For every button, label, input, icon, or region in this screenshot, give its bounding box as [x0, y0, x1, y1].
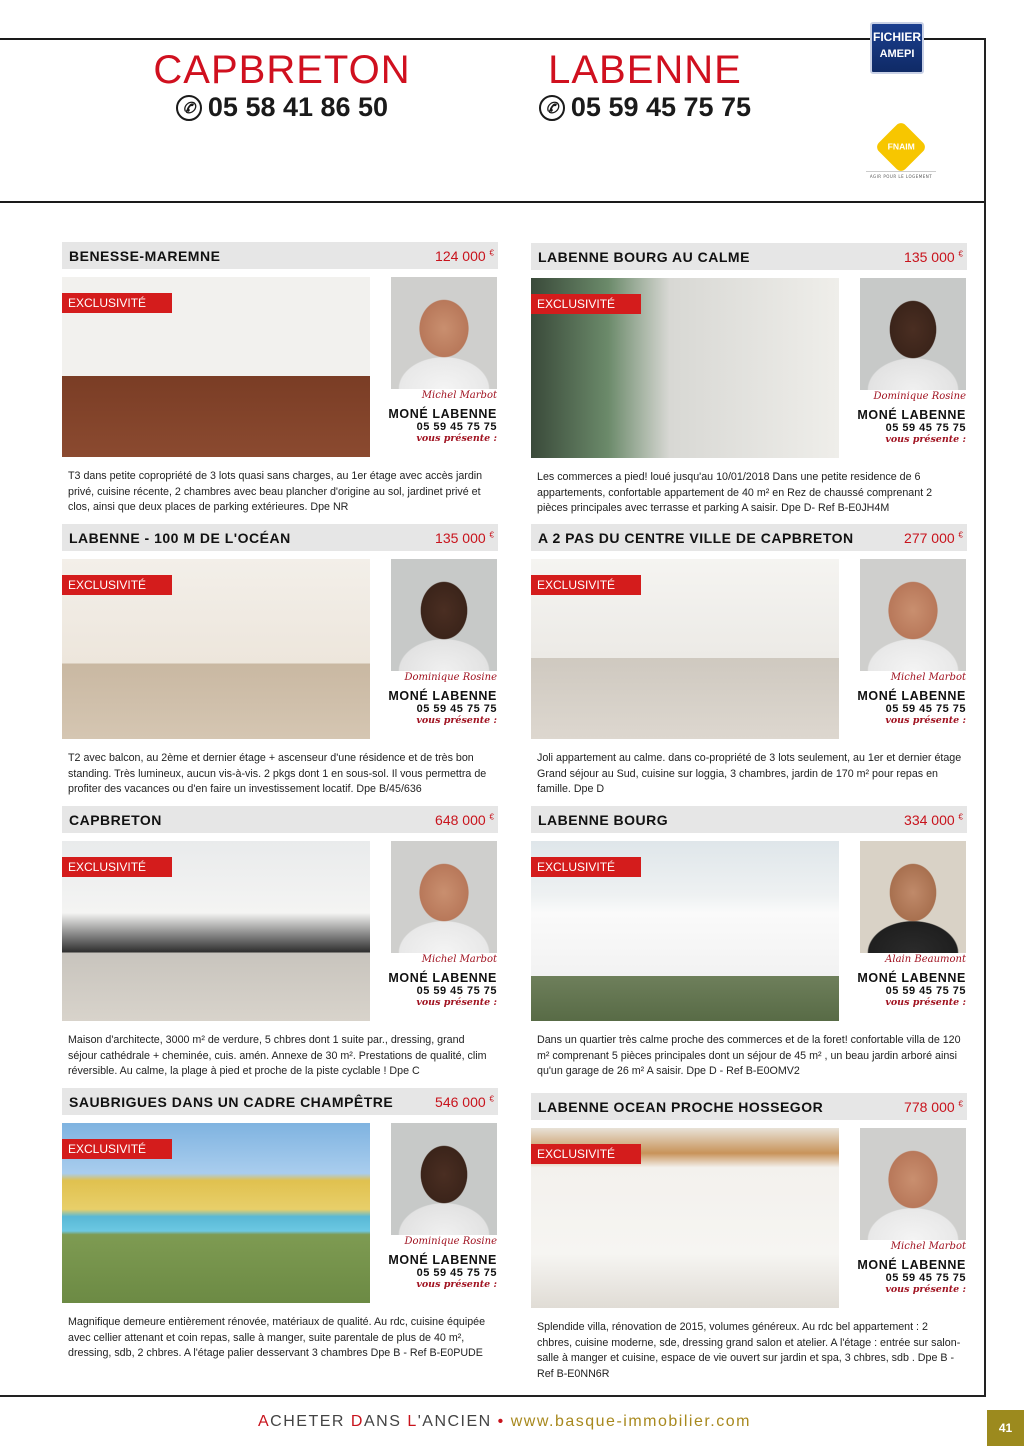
presents-label: vous présente : [416, 715, 497, 726]
listing-title[interactable]: LABENNE BOURG AU CALME [538, 249, 750, 265]
listing-price [435, 248, 494, 264]
fnaim-logo [866, 123, 936, 185]
currency-symbol: € [489, 812, 494, 822]
listing-price [435, 530, 494, 546]
currency-symbol: € [489, 248, 494, 258]
agency-phone-number[interactable]: 05 59 45 75 75 [885, 703, 966, 715]
footer-website-link[interactable]: www.basque-immobilier.com [510, 1413, 751, 1430]
agent-block [839, 672, 967, 726]
price-value: 277 000 [904, 530, 955, 546]
listing-title[interactable]: CAPBRETON [69, 812, 162, 828]
listing-description: Splendide villa, rénovation de 2015, volumes généreux. Au rdc bel appartement : 2 chbres, cuisine moderne, sde, dressing grand salon et atelier. A l'étage : entrée sur salon-salle à manger et cuisine, espace de vie ouvert sur jardin et spa, 3 chbres, sdb . Dpe B - Ref B-E0NN6R [537, 1321, 961, 1380]
currency-symbol: € [489, 1094, 494, 1104]
agency-city: LABENNE [548, 48, 742, 92]
agency-phone-number[interactable]: 05 58 41 86 50 [207, 92, 389, 122]
listing-title-bar [62, 524, 498, 551]
listing-price [904, 1099, 963, 1115]
footer-tagline [258, 1413, 751, 1431]
listing-title-bar [531, 524, 967, 551]
listing-title[interactable]: BENESSE-MAREMNE [69, 248, 221, 264]
logo-text: FNAIM [887, 142, 915, 152]
agency-phone [495, 92, 795, 123]
listing-card[interactable] [531, 243, 967, 528]
exclusive-badge: EXCLUSIVITÉ [531, 857, 641, 877]
agent-name: Dominique Rosine [873, 391, 966, 402]
agent-name: Michel Marbot [890, 672, 966, 683]
agent-portrait [860, 559, 966, 671]
presents-label: vous présente : [885, 997, 966, 1008]
logo-tagline: AGIR POUR LE LOGEMENT [866, 171, 936, 179]
listing-description: Dans un quartier très calme proche des commerces et de la foret! confortable villa de 120 m² comprenant 5 pièces principales dont un séjour de 45 m² , un beau jardin arboré ainsi qu'un garage de 26 m² A saisir. Dpe D - Ref B-E0OMV2 [537, 1034, 961, 1077]
page-number: 41 [987, 1410, 1024, 1446]
agency-name: MONÉ LABENNE [857, 408, 966, 422]
price-value: 778 000 [904, 1099, 955, 1115]
listing-title[interactable]: LABENNE BOURG [538, 812, 669, 828]
currency-symbol: € [958, 1099, 963, 1109]
presents-label: vous présente : [885, 715, 966, 726]
agency-phone-number[interactable]: 05 59 45 75 75 [885, 1272, 966, 1284]
agent-name: Dominique Rosine [404, 672, 497, 683]
fnaim-badge [875, 121, 928, 174]
agent-name: Michel Marbot [890, 1241, 966, 1252]
presents-label: vous présente : [416, 1279, 497, 1290]
agency-phone-number[interactable]: 05 59 45 75 75 [416, 985, 497, 997]
price-value: 546 000 [435, 1094, 486, 1110]
listing-title-bar [531, 1093, 967, 1120]
listing-title[interactable]: A 2 PAS DU CENTRE VILLE DE CAPBRETON [538, 530, 854, 546]
agent-block [370, 672, 498, 726]
listing-title[interactable]: SAUBRIGUES DANS UN CADRE CHAMPÊTRE [69, 1094, 394, 1110]
presents-label: vous présente : [416, 997, 497, 1008]
price-value: 334 000 [904, 812, 955, 828]
listing-price [904, 249, 963, 265]
agency-labenne [495, 48, 795, 123]
agent-block [839, 954, 967, 1008]
currency-symbol: € [958, 249, 963, 259]
exclusive-badge: EXCLUSIVITÉ [531, 294, 641, 314]
listing-description: Les commerces a pied! loué jusqu'au 10/01/2018 Dans une petite residence de 6 appartements, confortable appartement de 40 m² en Rez de chaussé comprenant 2 pièces principales avec terrasse et parking A saisir. Dpe D- Ref B-E0JH4M [537, 471, 933, 514]
exclusive-badge: EXCLUSIVITÉ [62, 857, 172, 877]
agency-capbreton [132, 48, 432, 123]
listing-price [904, 812, 963, 828]
agent-block [839, 391, 967, 445]
agency-name: MONÉ LABENNE [388, 407, 497, 421]
agent-block [839, 1241, 967, 1295]
footer-word: ANS [363, 1413, 408, 1430]
listing-description: Joli appartement au calme. dans co-propriété de 3 lots seulement, au 1er et dernier étage Grand séjour au Sud, cuisine sur loggia, 3 chambres, jardin de 170 m² pour repas en famille. Dpe D [537, 752, 962, 795]
agent-name: Michel Marbot [421, 954, 497, 965]
listing-price [904, 530, 963, 546]
agency-name: MONÉ LABENNE [857, 971, 966, 985]
phone-icon: ✆ [539, 95, 565, 121]
property-photo[interactable] [62, 559, 370, 739]
agency-phone-number[interactable]: 05 59 45 75 75 [885, 422, 966, 434]
agency-phone-number[interactable]: 05 59 45 75 75 [570, 92, 752, 122]
property-photo[interactable] [531, 1128, 839, 1308]
listing-description: T2 avec balcon, au 2ème et dernier étage + ascenseur d'une résidence et de très bon standing. Très lumineux, aucun vis-à-vis. 2 pkgs dont 1 en sous-sol. Il vous permettra de profiter des vacances ou d'en faire un investissement locatif. Dpe B/45/636 [68, 752, 487, 795]
listing-card[interactable] [62, 524, 498, 809]
property-photo[interactable] [531, 278, 839, 458]
listing-card[interactable] [531, 806, 967, 1091]
listing-price [435, 812, 494, 828]
agency-name: MONÉ LABENNE [388, 971, 497, 985]
listing-title-bar [531, 243, 967, 270]
listing-title-bar [531, 806, 967, 833]
listing-description: Maison d'architecte, 3000 m² de verdure, 5 chbres dont 1 suite par., dressing, grand séjour cathédrale + cheminée, cuis. amén. Annexe de 30 m². Prestations de qualité, clim réversible. Au calme, la plage à pied et proche de la piste cyclable ! Dpe C [68, 1034, 487, 1077]
agent-portrait [391, 841, 497, 953]
listing-title[interactable]: LABENNE - 100 M DE L'OCÉAN [69, 530, 291, 546]
listing-card[interactable] [62, 242, 498, 527]
exclusive-badge: EXCLUSIVITÉ [62, 575, 172, 595]
listing-description: T3 dans petite copropriété de 3 lots quasi sans charges, au 1er étage avec accès jardin privé, cuisine récente, 2 chambres avec beau plancher d'origine au sol, jardinet privé et clos, ainsi que deux places de parking extérieures. Dpe NR [68, 470, 483, 513]
listing-card[interactable] [531, 1093, 967, 1378]
agency-name: MONÉ LABENNE [388, 1253, 497, 1267]
agent-name: Dominique Rosine [404, 1236, 497, 1247]
logo-text: FICHIER [873, 30, 921, 44]
phone-icon: ✆ [176, 95, 202, 121]
agency-name: MONÉ LABENNE [857, 689, 966, 703]
listing-description: Magnifique demeure entièrement rénovée, matériaux de qualité. Au rdc, cuisine équipée avec cellier attenant et coin repas, salle à manger, suite parentale de plus de 40 m², dressing, sdb, 2 chbres. A l'étage palier desservant 3 chambres Dpe B - Ref B-E0PUDE [68, 1316, 486, 1359]
footer-letter: L [407, 1413, 418, 1430]
price-value: 135 000 [435, 530, 486, 546]
logo-text: AMEPI [879, 48, 915, 60]
presents-label: vous présente : [885, 1284, 966, 1295]
agent-block [370, 954, 498, 1008]
agent-name: Alain Beaumont [885, 954, 966, 965]
property-photo[interactable] [531, 841, 839, 1021]
presents-label: vous présente : [416, 433, 497, 444]
agent-portrait [391, 559, 497, 671]
footer-letter: A [258, 1413, 271, 1430]
agency-name: MONÉ LABENNE [388, 689, 497, 703]
agent-portrait [391, 1123, 497, 1235]
listing-card[interactable] [62, 1088, 498, 1373]
price-value: 135 000 [904, 249, 955, 265]
agency-city: CAPBRETON [153, 48, 411, 92]
agent-portrait [860, 841, 966, 953]
listing-title-bar [62, 1088, 498, 1115]
footer-letter: D [350, 1413, 364, 1430]
listing-card[interactable] [62, 806, 498, 1091]
property-photo[interactable] [62, 277, 370, 457]
fichier-amepi-logo [870, 22, 924, 74]
agent-block [370, 390, 498, 444]
agency-name: MONÉ LABENNE [857, 1258, 966, 1272]
listing-card[interactable] [531, 524, 967, 809]
listing-title-bar [62, 242, 498, 269]
price-value: 124 000 [435, 248, 486, 264]
footer-bullet: • [491, 1413, 511, 1430]
agency-phone-number[interactable]: 05 59 45 75 75 [416, 421, 497, 433]
exclusive-badge: EXCLUSIVITÉ [531, 1144, 641, 1164]
footer-word: CHETER [270, 1413, 351, 1430]
agency-phone-number[interactable]: 05 59 45 75 75 [416, 1267, 497, 1279]
currency-symbol: € [489, 530, 494, 540]
listing-title[interactable]: LABENNE OCEAN PROCHE HOSSEGOR [538, 1099, 824, 1115]
agent-portrait [860, 278, 966, 390]
listing-price [435, 1094, 494, 1110]
exclusive-badge: EXCLUSIVITÉ [62, 293, 172, 313]
footer-word: 'ANCIEN [417, 1413, 492, 1430]
presents-label: vous présente : [885, 434, 966, 445]
property-photo[interactable] [62, 1123, 370, 1303]
agency-phone-number[interactable]: 05 59 45 75 75 [416, 703, 497, 715]
exclusive-badge: EXCLUSIVITÉ [531, 575, 641, 595]
agency-phone-number[interactable]: 05 59 45 75 75 [885, 985, 966, 997]
agent-portrait [391, 277, 497, 389]
agent-name: Michel Marbot [421, 390, 497, 401]
agency-phone [132, 92, 432, 123]
currency-symbol: € [958, 812, 963, 822]
footer-divider [0, 1395, 986, 1397]
property-photo[interactable] [531, 559, 839, 739]
price-value: 648 000 [435, 812, 486, 828]
agent-block [370, 1236, 498, 1290]
exclusive-badge: EXCLUSIVITÉ [62, 1139, 172, 1159]
property-photo[interactable] [62, 841, 370, 1021]
agent-portrait [860, 1128, 966, 1240]
currency-symbol: € [958, 530, 963, 540]
page-border [984, 38, 986, 1397]
listing-title-bar [62, 806, 498, 833]
